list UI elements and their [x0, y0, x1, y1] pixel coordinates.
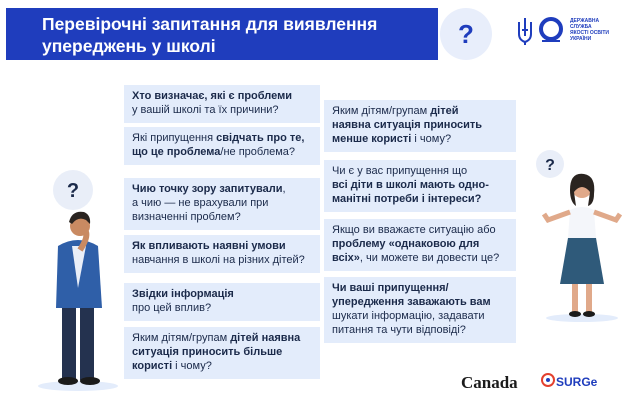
agency-logo — [516, 14, 636, 58]
right-thought-question: ? — [545, 157, 555, 174]
card-left-2: Які припущення свідчать про те, що це проблема/не проблема? — [124, 127, 320, 165]
card-left-4: Як впливають наявні умови навчання в школі на різних дітей? — [124, 235, 320, 273]
canada-wordmark: Canada — [461, 373, 518, 392]
card-left-6: Яким дітям/групам дітей наявна ситуація приносить більше користі і чому? — [124, 327, 320, 379]
card-left-5: Звідки інформація про цей вплив? — [124, 283, 320, 321]
card-right-2: Чи є у вас припущення що всі діти в школі мають одно- манітні потреби і інтереси? — [324, 160, 516, 212]
shrugging-woman-illustration — [532, 148, 632, 324]
card-right-1: Яким дітям/групам дітей наявна ситуація приносить менше користі і чому? — [324, 100, 516, 152]
agency-name: ДЕРЖАВНА СЛУЖБА ЯКОСТІ ОСВІТИ УКРАЇНИ — [570, 18, 610, 42]
surge-logo-icon — [541, 373, 555, 387]
card-right-4: Чи ваші припущення/ упередження заважають вам шукати інформацію, задавати питання та чути відповіді? — [324, 277, 516, 343]
card-left-1: Хто визначає, які є проблеми у вашій школі та їх причини? — [124, 85, 320, 123]
left-thought-question: ? — [66, 180, 80, 202]
title-line-2: упереджень у школі — [42, 36, 216, 56]
card-right-3: Якщо ви вважаєте ситуацію або проблему «однаковою для всіх», чи можете ви довести це? — [324, 219, 516, 271]
ring-logo-icon — [538, 16, 564, 42]
card-left-3: Чию точку зору запитували, а чию — не врахували при визначенні проблем? — [124, 178, 320, 230]
thinking-man-illustration — [28, 168, 128, 392]
title-line-1: Перевірочні запитання для виявлення — [42, 14, 378, 34]
question-mark-badge: ? — [440, 8, 492, 60]
title-banner — [6, 8, 438, 60]
trident-icon — [516, 16, 534, 46]
surge-wordmark: SURGe — [556, 375, 598, 389]
